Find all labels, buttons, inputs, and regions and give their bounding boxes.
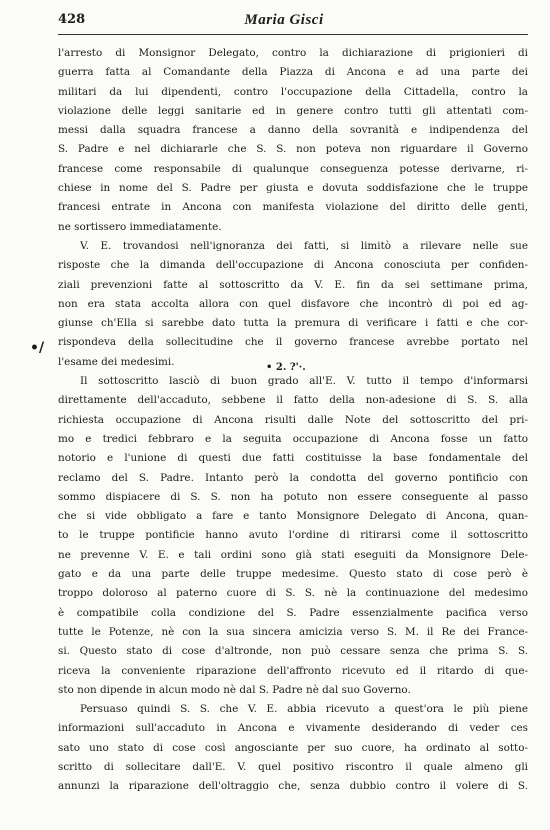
text-line: gato e da una parte delle truppe medesime. Questo stato di cose però è (58, 568, 528, 581)
text-line: l'arresto di Monsignor Delegato, contro la dichiarazione di prigionieri di (58, 47, 528, 59)
paragraph (58, 237, 528, 372)
text-line: ne sortissero immediatamente. (58, 220, 222, 233)
body-text (58, 44, 528, 797)
text-line: to le truppe pontificie hanno avuto l'ordine di ritirarsi come il sottoscritto (58, 529, 528, 542)
header-rule (58, 34, 528, 35)
text-line: sto non dipende in alcun modo nè dal S. Padre nè dal suo Governo. (58, 683, 411, 696)
text-line: troppo doloroso al paterno cuore di S. S. nè la continuazione del medesimo (58, 587, 528, 600)
text-line: è compatibile colla condizione del S. Padre essenzialmente pacifica verso (58, 606, 528, 619)
page-number: 428 (58, 12, 86, 27)
text-line: sommo dispiacere di S. S. non ha potuto non essere conseguente al passo (58, 490, 528, 503)
text-line: V. E. trovandosi nell'ignoranza dei fatti, si limitò a rilevare nelle sue (80, 239, 528, 252)
text-line: militari da lui dipendenti, contro l'occupazione della Cittadella, contro la (58, 85, 528, 98)
text-line: tutte le Potenze, nè con la sua sincera amicizia verso S. M. il Re dei France- (58, 625, 528, 638)
text-line: chiese in nome del S. Padre per giusta e dovuta soddisfazione che le truppe (58, 182, 528, 195)
text-line: reclamo del S. Padre. Intanto però la condotta del governo pontificio con (58, 471, 528, 484)
text-line: ne prevenne V. E. e tali ordini sono già stati eseguiti da Monsignore Dele- (58, 548, 528, 561)
text-line: scritto di sollecitare dall'E. V. quel positivo riscontro il quale almeno gli (58, 760, 528, 773)
text-line: giunse ch'Ella si sarebbe dato tutta la premura di verificare i fatti e che cor- (58, 317, 528, 330)
text-line: messi dalla squadra francese a danno della sovranità e indipendenza del (58, 124, 528, 137)
text-line: riceva la conveniente riparazione dell'affronto ricevuto ed il ritardo di que- (58, 664, 528, 677)
paragraph (58, 44, 528, 237)
text-line: Il sottoscritto lasciò di buon grado all'E. V. tutto il tempo d'informarsi (80, 375, 528, 388)
text-line: annunzi la riparazione dell'oltraggio che, senza dubbio contro il volere di S. (58, 780, 528, 793)
margin-mark: •/ (30, 340, 45, 356)
text-line: si. Questo stato di cose d'altronde, non può cessare senza che prima S. S. (58, 645, 528, 658)
paragraph (58, 372, 528, 700)
text-line: rispondeva della sollecitudine che il governo francese avrebbe portato nel (58, 336, 528, 349)
running-head: Maria Gisci (244, 12, 324, 28)
paragraph (58, 700, 528, 796)
text-line: violazione delle leggi sanitarie ed in genere contro tutti gli attentati com- (58, 104, 528, 117)
text-line: che si vide obbligato a fare e tanto Monsignore Delegato di Ancona, quan- (58, 510, 528, 523)
text-line: non era stata accolta allora con quel disfavore che incontrò di poi ed ag- (58, 297, 528, 310)
text-line: l'esame dei medesimi. (58, 355, 175, 368)
text-line: risposte che la dimanda dell'occupazione di Ancona conosciuta per confiden- (58, 259, 528, 272)
text-line: notorio e l'unione di questi due fatti costituisse la base fondamentale del (58, 452, 528, 465)
text-line: direttamente dell'accaduto, sebbene il fatto della non-adesione di S. S. alla (58, 394, 528, 407)
text-line: mo e tredici febbraro e la seguita occupazione di Ancona fosse un fatto (58, 432, 528, 445)
text-line: informazioni sull'accaduto in Ancona e vivamente desiderando di veder ces (58, 722, 528, 735)
text-line: francesi entrate in Ancona con manifesta violazione del diritto delle genti, (58, 201, 528, 214)
text-line: sato uno stato di cose così angosciante per suo cuore, ha ordinato al sotto- (58, 741, 528, 754)
mid-mark: • 2. ?'·. (266, 362, 306, 373)
text-line: S. Padre e nel dichiararle che S. S. non poteva non riguardare il Governo (58, 143, 528, 156)
text-line: guerra fatta al Comandante della Piazza di Ancona e ad una parte dei (58, 66, 528, 79)
text-line: francese come responsabile di qualunque conseguenza potesse derivarne, ri- (58, 162, 528, 175)
text-line: richiesta occupazione di Ancona risulti dalle Note del sottoscritto del pri- (58, 413, 528, 426)
text-line: Persuaso quindi S. S. che V. E. abbia ricevuto a quest'ora le più piene (80, 703, 528, 716)
text-line: ziali prevenzioni fatte al sottoscritto da V. E. fin da sei settimane prima, (58, 278, 528, 291)
page-header (40, 12, 528, 36)
